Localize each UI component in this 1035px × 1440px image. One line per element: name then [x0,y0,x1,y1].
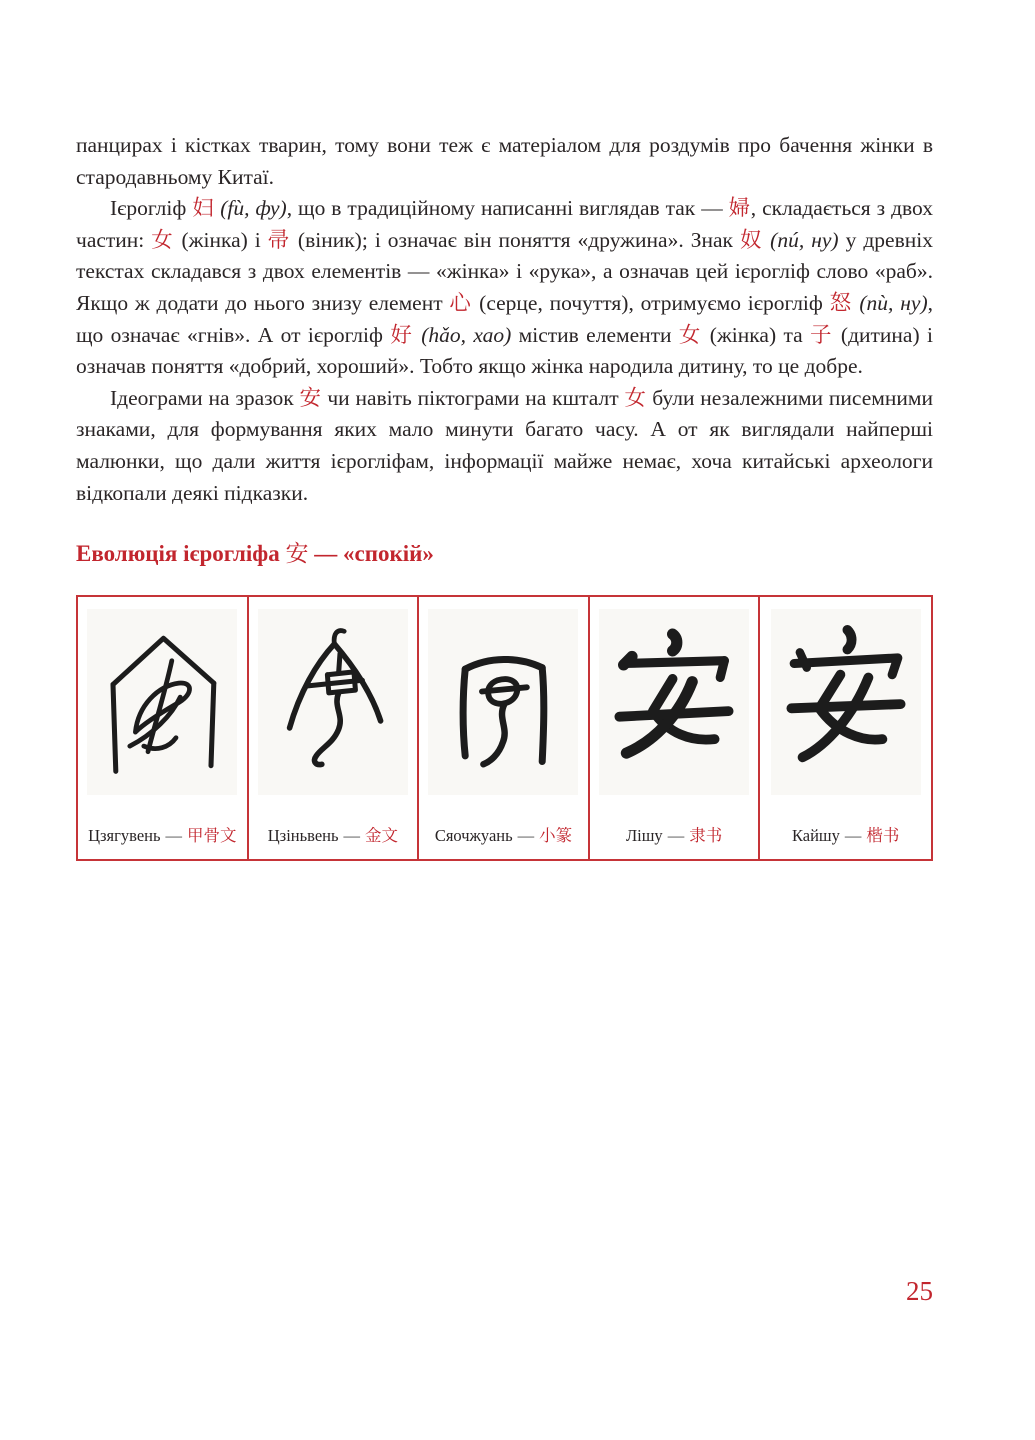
script-name-cyrillic: Цзягувень [88,826,161,846]
table-cell-small-seal [419,597,590,859]
text-segment: 帚 [267,227,291,252]
section-heading [76,539,933,569]
text-segment: (fù, фу) [220,196,287,221]
script-name-cyrillic: Цзіньвень [267,826,339,846]
text-segment: були незалежними писемними знаками, для формування яких мало минути багато часу. А от як виглядали найперші малюнки, що дали життя ієрогліфам, інформації майже немає, хоча китайські археологи відкопали деякі підказки. [76,385,933,505]
script-name-cyrillic: Сяочжуань [434,826,513,846]
text-segment: 奴 [740,227,764,252]
caption-dash: — [165,826,182,846]
table-cell-bronze [249,597,420,859]
text-segment: (віник); і означає він поняття «дружина». Знак [290,227,740,252]
text-segment: 心 [449,290,473,315]
bronze-script-glyph-icon [258,609,408,795]
text-segment: , що в традиційному написанні виглядав так — [286,196,729,221]
text-segment: (серце, почуття), отримуємо ієрогліф [472,290,830,315]
text-segment: 女 [624,385,647,410]
text-segment: чи навіть піктограми на кшталт [321,385,625,410]
table-cell-oracle-bone [78,597,249,859]
text-segment: (nú, ну) [770,227,839,252]
text-segment: 安 [285,541,309,567]
caption-dash: — [343,826,361,846]
oracle-bone-glyph-icon [87,609,237,795]
regular-script-glyph-icon [771,609,921,795]
table-cell-regular [760,597,931,859]
text-segment: 好 [390,322,414,347]
clerical-script-glyph-icon [599,609,749,795]
page-number: 25 [906,1276,933,1306]
small-seal-glyph-icon [428,609,578,795]
text-segment: — «спокій» [308,541,434,567]
cell-caption [792,822,899,846]
caption-dash: — [517,826,535,846]
text-segment: (жінка) та [702,322,811,347]
text-segment: панцирах і кістках тварин, тому вони теж є матеріалом для роздумів про бачення жінки в стародавньому Китаї. [76,133,933,189]
caption-dash: — [844,826,862,846]
text-segment: містив елементи [511,322,679,347]
text-segment: 怒 [829,290,853,315]
text-segment: 妇 [192,196,215,221]
text-segment: Ієрогліф [110,196,193,221]
text-segment: 婦 [728,196,751,221]
text-segment: 女 [151,227,175,252]
text-segment: (hǎo, хао) [421,322,512,347]
script-name-chinese: 隶书 [689,826,723,846]
script-name-chinese: 楷书 [866,826,900,846]
cell-caption [268,822,398,846]
script-name-chinese: 小篆 [539,826,573,846]
text-segment: 安 [299,385,322,410]
body-text [76,130,933,861]
cell-caption [435,822,572,846]
evolution-table [76,595,933,861]
cell-caption [626,822,722,846]
paragraph-ideograms [76,383,933,509]
caption-dash: — [667,826,685,846]
paragraph-continuation [76,130,933,193]
script-name-chinese: 甲骨文 [187,826,237,846]
text-segment: (жінка) і [174,227,268,252]
paragraph-hieroglyph-fu [76,193,933,383]
text-segment: (дитина) і означав поняття «добрий, хороший». Тобто якщо жінка народила дитину, то це добре. [76,322,933,379]
text-segment: Еволюція ієрогліфа [76,541,286,567]
text-segment: (nù, ну) [859,290,928,315]
script-name-cyrillic: Кайшу [791,826,840,846]
text-segment: 女 [678,322,703,347]
text-segment: , складається з двох частин: [76,196,933,252]
script-name-chinese: 金文 [365,826,399,846]
script-name-cyrillic: Лішу [625,826,663,846]
text-segment: у древніх текстах складався з двох елементів — «жінка» і «рука», а означав цей ієрогліф слово «раб». Якщо ж додати до нього знизу елемент [76,227,933,315]
cell-caption [88,822,236,846]
table-cell-clerical [590,597,761,859]
text-segment: Ідеограми на зразок [110,385,300,410]
text-segment: 子 [810,322,834,347]
text-segment: , що означає «гнів». А от ієрогліф [76,290,933,347]
